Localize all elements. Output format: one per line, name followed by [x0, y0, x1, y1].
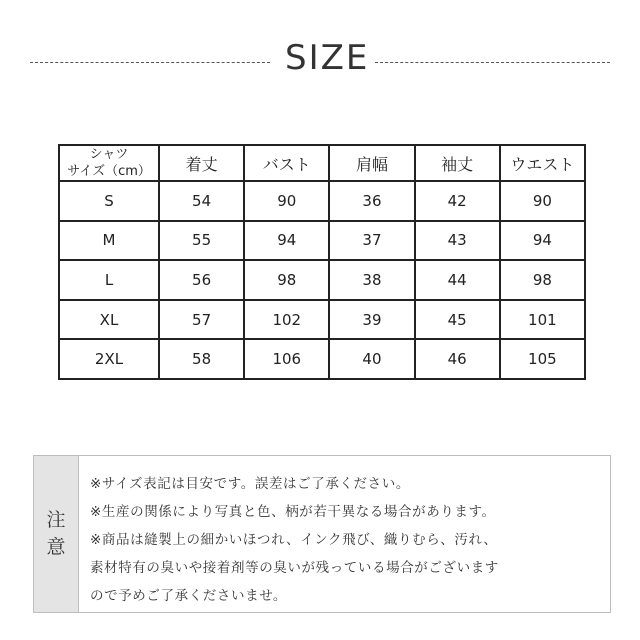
value-cell: 90: [244, 181, 329, 221]
notes-box: [33, 455, 611, 613]
note-line: ※商品は縫製上の細かいほつれ、インク飛び、織りむら、汚れ、: [90, 532, 498, 548]
value-cell: 45: [415, 300, 500, 340]
value-cell: 38: [329, 260, 414, 300]
value-cell: 94: [244, 221, 329, 261]
size-table: [58, 144, 586, 380]
header-shirt-label: シャツ: [89, 147, 129, 162]
table-row: [59, 339, 585, 379]
header-length: 着丈: [159, 145, 244, 181]
value-cell: 106: [244, 339, 329, 379]
size-cell: 2XL: [59, 339, 159, 379]
value-cell: 90: [500, 181, 585, 221]
value-cell: 42: [415, 181, 500, 221]
note-line: ※サイズ表記は目安です。誤差はご了承ください。: [90, 476, 410, 492]
header-waist: ウエスト: [500, 145, 585, 181]
header-bust: バスト: [244, 145, 329, 181]
note-line: ※生産の関係により写真と色、柄が若干異なる場合があります。: [90, 504, 496, 520]
notes-label-char: 注: [46, 509, 66, 531]
note-line: 素材特有の臭いや接着剤等の臭いが残っている場合がございます: [90, 560, 499, 576]
value-cell: 101: [500, 300, 585, 340]
value-cell: 55: [159, 221, 244, 261]
value-cell: 94: [500, 221, 585, 261]
header-size-unit-label: サイズ（cm）: [67, 164, 151, 179]
value-cell: 43: [415, 221, 500, 261]
header-sleeve: 袖丈: [415, 145, 500, 181]
value-cell: 36: [329, 181, 414, 221]
header-shirt-size: [59, 145, 159, 181]
value-cell: 102: [244, 300, 329, 340]
value-cell: 39: [329, 300, 414, 340]
size-cell: XL: [59, 300, 159, 340]
note-line: ので予めご了承くださいませ。: [90, 588, 287, 604]
title-section: [30, 38, 610, 88]
notes-label: [34, 456, 79, 612]
value-cell: 58: [159, 339, 244, 379]
notes-body: [90, 470, 602, 610]
value-cell: 46: [415, 339, 500, 379]
header-shoulder: 肩幅: [329, 145, 414, 181]
value-cell: 37: [329, 221, 414, 261]
size-cell: L: [59, 260, 159, 300]
value-cell: 98: [500, 260, 585, 300]
table-row: [59, 221, 585, 261]
title-divider-right: [375, 62, 610, 63]
size-cell: S: [59, 181, 159, 221]
page-title: SIZE: [285, 38, 370, 78]
value-cell: 105: [500, 339, 585, 379]
table-row: [59, 181, 585, 221]
value-cell: 56: [159, 260, 244, 300]
value-cell: 54: [159, 181, 244, 221]
value-cell: 57: [159, 300, 244, 340]
table-row: [59, 260, 585, 300]
table-row: [59, 300, 585, 340]
title-divider-left: [30, 62, 270, 63]
value-cell: 44: [415, 260, 500, 300]
table-header-row: [59, 145, 585, 181]
size-cell: M: [59, 221, 159, 261]
value-cell: 98: [244, 260, 329, 300]
value-cell: 40: [329, 339, 414, 379]
notes-label-char: 意: [46, 536, 66, 558]
